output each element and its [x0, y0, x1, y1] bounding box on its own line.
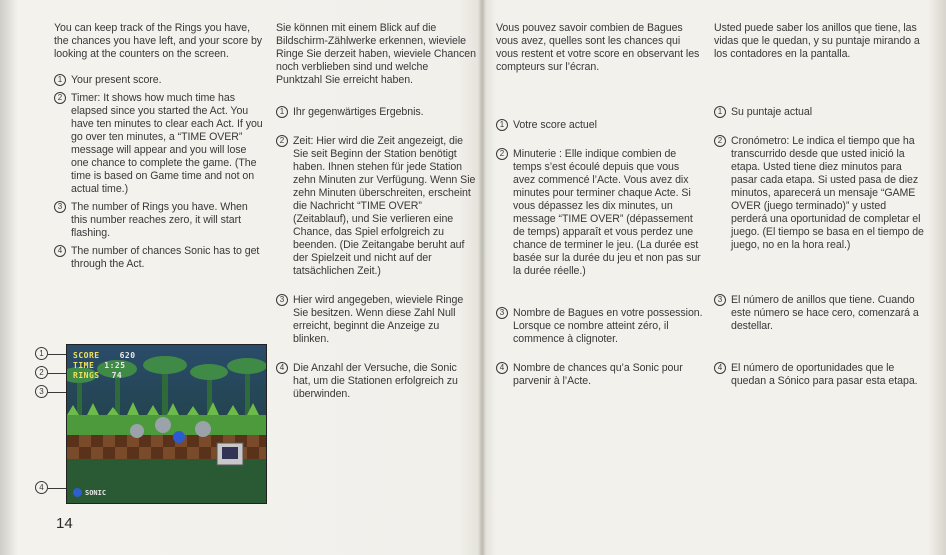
- english-item-text: Timer: It shows how much time has elapsed since you started the Act. You have ten minutes to clear each Act. If you go over ten minutes, a “TIME OVER” message will appear and you will lose one chance to complete the game. (The time is based on Game time and not on actual time.): [71, 92, 263, 195]
- callout-3: 3: [35, 385, 48, 398]
- french-item-text: Nombre de chances qu’a Sonic pour parvenir à l’Acte.: [513, 362, 683, 387]
- circled-number: 1: [714, 106, 726, 118]
- french-item-3: [496, 307, 704, 346]
- spanish-item-2: [714, 135, 924, 252]
- spanish-item-1: [714, 106, 924, 119]
- german-item-text: Zeit: Hier wird die Zeit angezeigt, die Sie seit Beginn der Station benötigt haben. Ihnen stehen für jede Station zehn Minuten zur Verfügung. Wenn Sie zehn Minuten überschreiten, erscheint die Nachricht “TIME OVER” (Zeitablauf), und Sie verlieren eine Chance, das Spiel erfolgreich zu beenden. (Die Zeitangabe beruht auf der Spielzeit und nicht auf der tatsächlichen Zeit.): [293, 135, 476, 277]
- english-item-text: The number of Rings you have. When this number reaches zero, it will start flashing.: [71, 201, 248, 239]
- circled-number: 3: [714, 294, 726, 306]
- score-value: 620: [119, 351, 136, 360]
- french-item-text: Minuterie : Elle indique combien de temps s’est écoulé depuis que vous avez commencé l’Acte. Vous avez dix minutes pour terminer chaque Acte. Si vous dépassez les dix minutes, un message “TIME OVER” (dépassement de temps) apparaît et vous perdez une chance de terminer le jeu. (La durée est basée sur la durée du jeu et non pas sur la durée réelle.): [513, 148, 701, 277]
- circled-number: 4: [276, 362, 288, 374]
- english-column: [54, 22, 266, 271]
- rings-value: 74: [111, 371, 123, 380]
- callout-line: [48, 354, 66, 355]
- spanish-item-4: [714, 362, 924, 388]
- spanish-item-3: [714, 294, 924, 333]
- callout-4: 4: [35, 481, 48, 494]
- spanish-column: [714, 22, 924, 388]
- german-item-text: Die Anzahl der Versuche, die Sonic hat, um die Stationen erfolgreich zu überwinden.: [293, 362, 458, 400]
- circled-number: 4: [54, 245, 66, 257]
- english-item-2: [54, 92, 266, 196]
- german-item-text: Hier wird angegeben, wieviele Ringe Sie besitzen. Wenn diese Zahl Null erreicht, beginnt die Anzeige zu blinken.: [293, 294, 464, 345]
- circled-number: 2: [496, 148, 508, 160]
- page-number: 14: [56, 515, 73, 532]
- circled-number: 2: [714, 135, 726, 147]
- callout-line: [48, 392, 66, 393]
- french-item-4: [496, 362, 704, 388]
- rings-label: RINGS: [73, 371, 100, 380]
- spanish-item-text: Su puntaje actual: [731, 106, 813, 118]
- callout-2: 2: [35, 366, 48, 379]
- spanish-item-text: El número de anillos que tiene. Cuando este número se hace cero, comenzará a destellar.: [731, 294, 919, 332]
- circled-number: 1: [54, 74, 66, 86]
- german-item-4: [276, 362, 476, 401]
- book-gutter: [478, 0, 486, 555]
- game-screenshot: [66, 344, 267, 504]
- french-item-text: Nombre de Bagues en votre possession. Lorsque ce nombre atteint zéro, il commence à clignoter.: [513, 307, 703, 345]
- french-item-2: [496, 148, 704, 278]
- french-item-text: Votre score actuel: [513, 119, 597, 131]
- german-item-3: [276, 294, 476, 346]
- lives-label: SONIC: [85, 488, 107, 497]
- english-intro: You can keep track of the Rings you have, the chances you have left, and your score by looking at the counters on the screen.: [54, 22, 263, 60]
- english-item-text: Your present score.: [71, 74, 162, 86]
- spanish-item-text: Cronómetro: Le indica el tiempo que ha transcurrido desde que usted inició la etapa. Usted tiene diez minutos para pasar cada etapa. Si usted pasa de diez minutos, aparecerá un mensaje “GAME OVER (juego terminado)” y usted perderá una oportunidad de completar el juego. (El tiempo se basa en el tiempo de juego, no en la hora real.): [731, 135, 924, 251]
- english-item-3: [54, 201, 266, 240]
- circled-number: 2: [54, 92, 66, 104]
- circled-number: 2: [276, 135, 288, 147]
- spanish-intro: Usted puede saber los anillos que tiene, las vidas que le quedan, y su puntaje mirando a los contadores en la pantalla.: [714, 22, 920, 60]
- english-item-4: [54, 245, 266, 271]
- callout-line: [48, 373, 66, 374]
- spanish-item-text: El número de oportunidades que le quedan a Sónico para pasar esta etapa.: [731, 362, 918, 387]
- french-column: [496, 22, 704, 388]
- circled-number: 1: [496, 119, 508, 131]
- circled-number: 3: [496, 307, 508, 319]
- english-item-1: [54, 74, 266, 87]
- circled-number: 3: [276, 294, 288, 306]
- german-item-2: [276, 135, 476, 278]
- german-item-1: [276, 106, 476, 119]
- callout-1: 1: [35, 347, 48, 360]
- hud: [73, 351, 136, 381]
- callout-line: [48, 488, 66, 489]
- lives-counter: [73, 488, 106, 497]
- french-intro: Vous pouvez savoir combien de Bagues vous avez, quelles sont les chances qui vous restent et votre score en observant les compteurs sur l’écran.: [496, 22, 700, 73]
- german-item-text: Ihr gegenwärtiges Ergebnis.: [293, 106, 424, 118]
- sonic-face-icon: [73, 488, 82, 497]
- german-intro: Sie können mit einem Blick auf die Bildschirm-Zählwerke erkennen, wieviele Ringe Sie derzeit haben, wieviele Chancen noch verblieben sind und welche Punktzahl Sie erreicht haben.: [276, 22, 476, 86]
- german-column: [276, 22, 476, 401]
- circled-number: 4: [714, 362, 726, 374]
- time-value: 1:25: [104, 361, 126, 370]
- time-label: TIME: [73, 361, 95, 370]
- french-item-1: [496, 119, 704, 132]
- english-item-text: The number of chances Sonic has to get through the Act.: [71, 245, 260, 270]
- circled-number: 1: [276, 106, 288, 118]
- circled-number: 4: [496, 362, 508, 374]
- circled-number: 3: [54, 201, 66, 213]
- score-label: SCORE: [73, 351, 100, 360]
